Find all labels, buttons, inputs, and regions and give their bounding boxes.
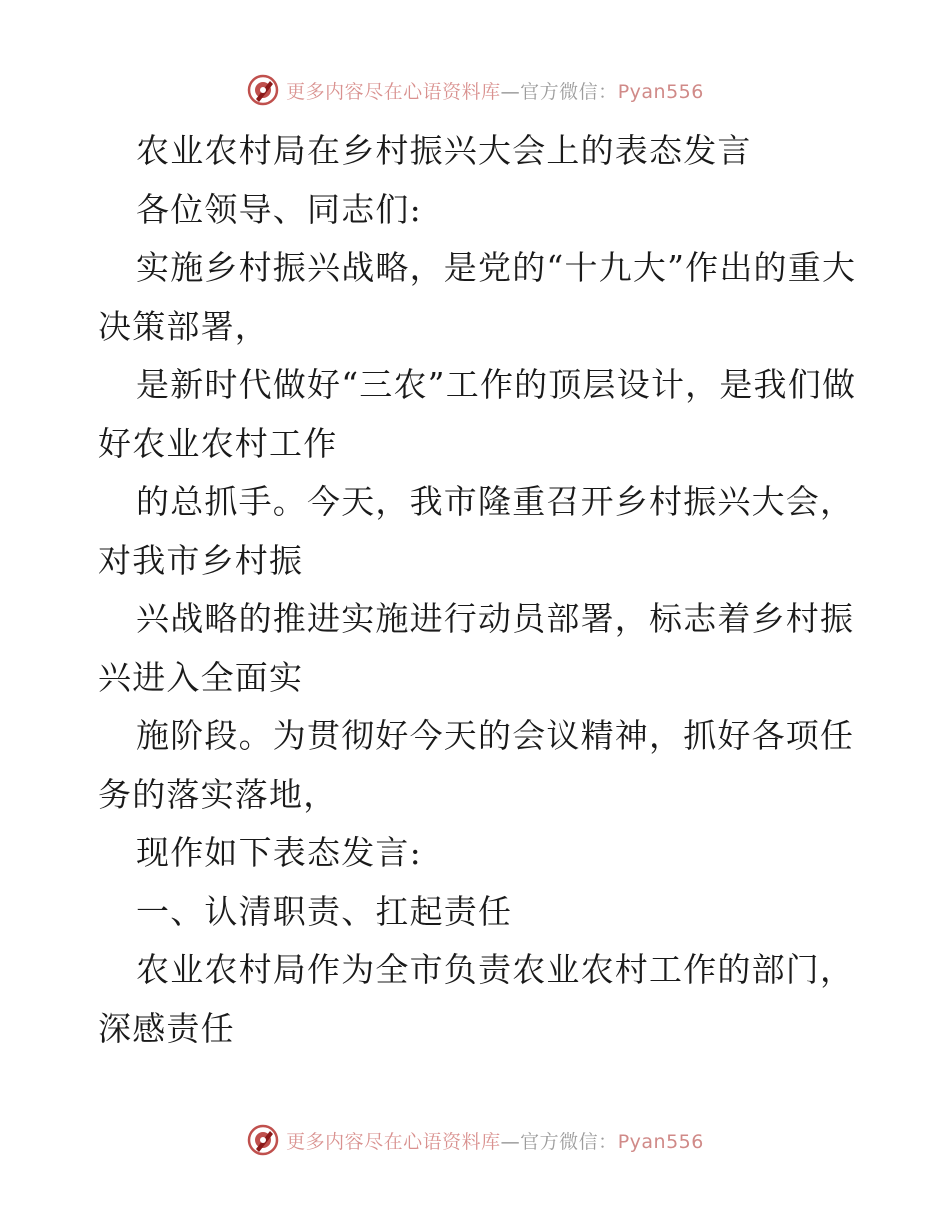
paragraph: 兴战略的推进实施进行动员部署，标志着乡村振兴进入全面实 [98,599,855,697]
paragraph: 现作如下表态发言: [136,833,422,872]
document-title: 农业农村局在乡村振兴大会上的表态发言 [136,131,752,170]
pen-circle-logo-icon [246,1123,280,1157]
watermark-text: 更多内容尽在心语资料库—官方微信：Pyan556 [286,1130,704,1153]
salutation: 各位领导、同志们: [136,189,422,229]
paragraph: 施阶段。为贯彻好今天的会议精神，抓好各项任务的落实落地， [98,716,855,814]
paragraph: 是新时代做好“三农”工作的顶层设计，是我们做好农业农村工作 [98,365,857,463]
section-heading: 一、认清职责、扛起责任 [136,891,513,931]
paragraph: 实施乡村振兴战略，是党的“十九大”作出的重大决策部署， [98,248,857,346]
watermark-text: 更多内容尽在心语资料库—官方微信：Pyan556 [286,80,704,103]
paragraph: 的总抓手。今天，我市隆重召开乡村振兴大会，对我市乡村振 [98,482,855,580]
pen-circle-logo-icon [246,73,280,107]
paragraph: 农业农村局作为全市负责农业农村工作的部门，深感责任 [98,950,855,1048]
footer-watermark [0,1120,950,1160]
document-body [98,122,858,1058]
header-watermark [0,70,950,110]
